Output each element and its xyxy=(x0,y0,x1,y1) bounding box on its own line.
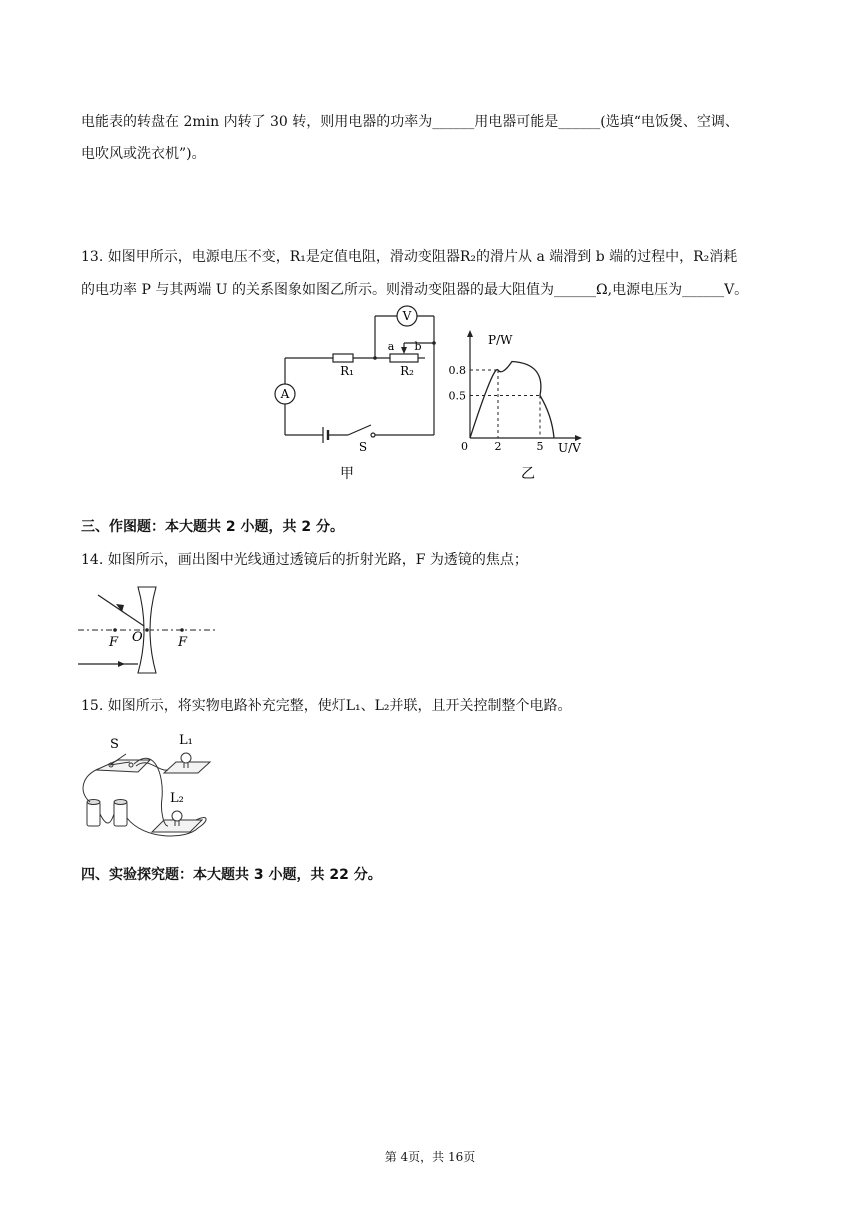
graph-xlabel: U/V xyxy=(558,441,581,455)
physical-circuit xyxy=(76,728,226,848)
slider-b-label: b xyxy=(414,340,422,353)
lamp-l2-label: L₂ xyxy=(170,791,184,806)
q12-line-2: 电吹风或洗衣机”)。 xyxy=(81,146,206,162)
x-tick-label: 5 xyxy=(536,440,544,453)
q14-text: 14. 如图所示，画出图中光线通过透镜后的折射光路，F 为透镜的焦点； xyxy=(81,552,528,568)
pu-curve xyxy=(470,362,554,439)
center-dot xyxy=(145,628,149,632)
q12-line-1: 电能表的转盘在 2min 内转了 30 转，则用电器的功率为______用电器可能是______(选填“电饭煲、空调、 xyxy=(81,114,739,130)
x-tick-label: 2 xyxy=(494,440,502,453)
y-axis-arrow xyxy=(467,330,473,337)
section-3-heading: 三、作图题：本大题共 2 小题，共 2 分。 xyxy=(81,519,344,535)
graph-origin: 0 xyxy=(461,440,468,453)
focus-left-dot xyxy=(113,628,117,632)
page-number: 第 4页，共 16页 xyxy=(384,1150,476,1164)
switch-s-label: S xyxy=(110,737,119,752)
switch-label: S xyxy=(358,440,368,454)
ammeter-label: A xyxy=(280,387,290,401)
section-4-heading: 四、实验探究题：本大题共 3 小题，共 22 分。 xyxy=(81,867,382,883)
y-tick-label: 0.5 xyxy=(448,389,466,403)
slider-a-label: a xyxy=(387,340,395,353)
circuit-diagram xyxy=(265,305,465,485)
q13-line-1: 13. 如图甲所示，电源电压不变，R₁是定值电阻，滑动变阻器R₂的滑片从 a 端滑到 b 端的过程中，R₂消耗 xyxy=(81,249,738,265)
center-label: O xyxy=(132,630,143,645)
lamp-l1-label: L₁ xyxy=(179,733,193,748)
graph-ylabel: P/W xyxy=(488,333,513,347)
r1-label: R₁ xyxy=(340,364,354,378)
ray-2-arrow xyxy=(118,661,125,667)
circuit-caption: 甲 xyxy=(340,466,354,482)
focus-right-dot xyxy=(180,628,184,632)
q15-text: 15. 如图所示，将实物电路补充完整，使灯L₁、L₂并联，且开关控制整个电路。 xyxy=(81,698,572,714)
focus-right-label: F xyxy=(178,635,188,650)
graph-caption: 乙 xyxy=(521,466,535,482)
focus-left-label: F xyxy=(109,635,119,650)
lens-diagram xyxy=(78,583,228,683)
pv-graph xyxy=(450,328,590,508)
voltmeter-label: V xyxy=(402,309,412,323)
q13-line-2: 的电功率 P 与其两端 U 的关系图象如图乙所示。则滑动变阻器的最大阻值为______Ω,电源电压为______V。 xyxy=(81,282,749,298)
y-tick-label: 0.8 xyxy=(448,364,466,377)
r2-label: R₂ xyxy=(400,364,414,378)
